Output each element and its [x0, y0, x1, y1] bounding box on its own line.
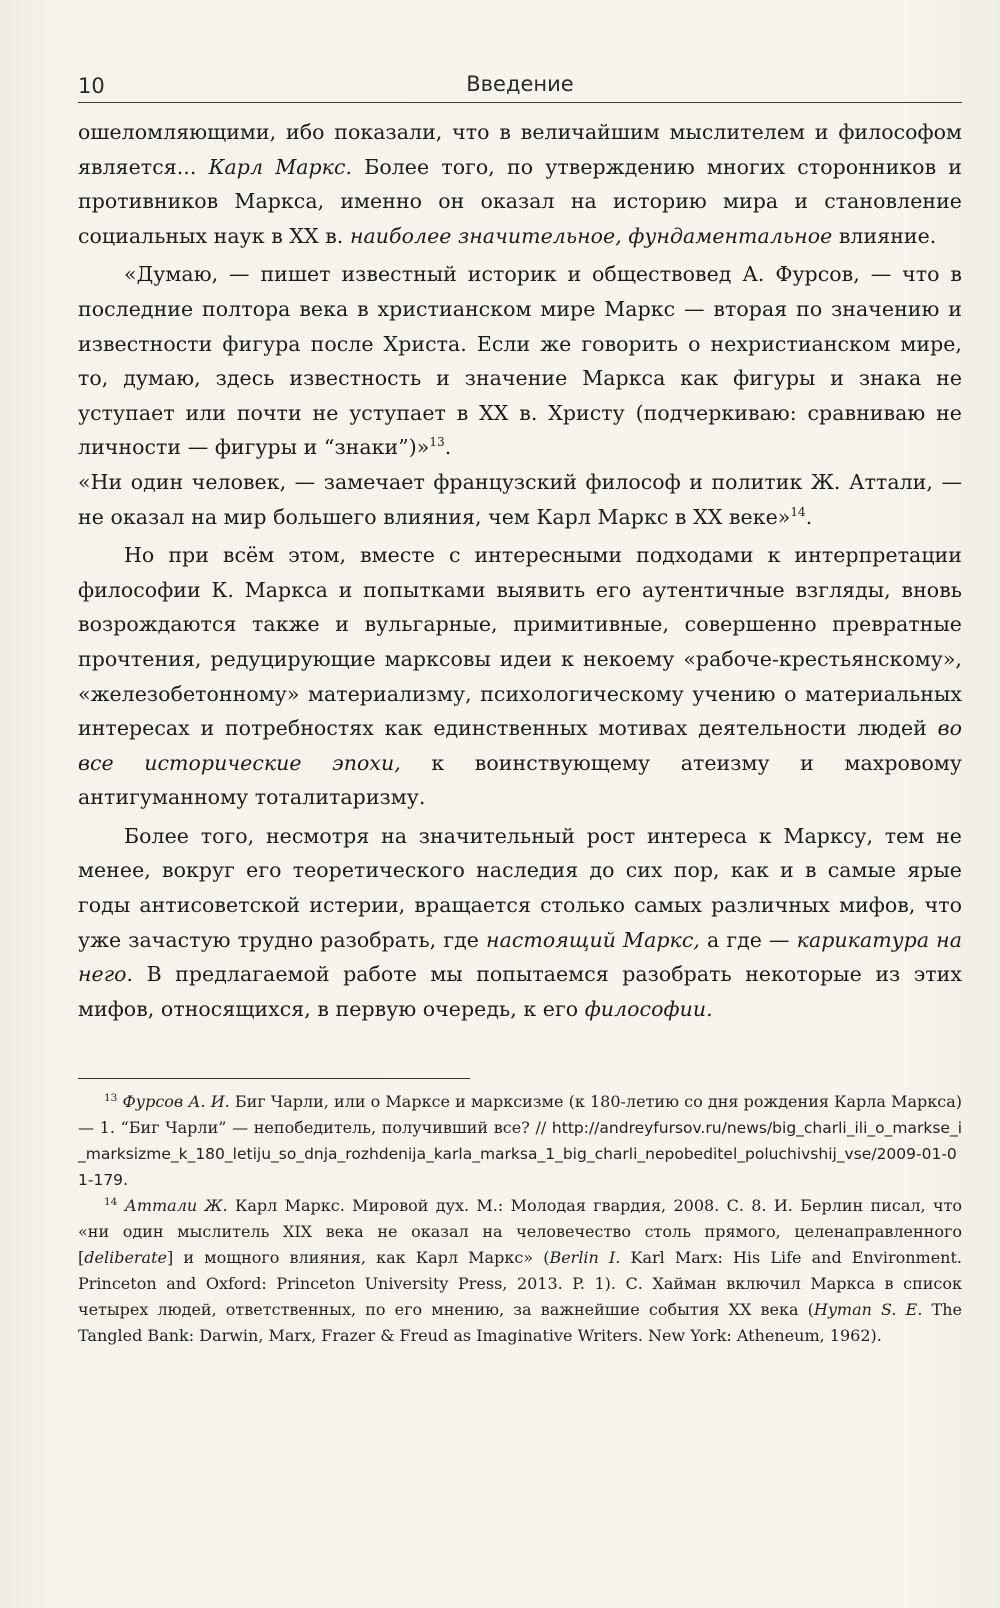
italic-span: во все исторические эпохи,: [78, 716, 962, 775]
main-text: [78, 115, 962, 1026]
text-span: .: [805, 504, 813, 529]
footnote-author: Фурсов А. И.: [122, 1092, 230, 1112]
footnote-text: ] и мощного влияния, как Карл Маркс» (: [167, 1248, 550, 1268]
italic-span: наиболее значительное, фундаментальное: [349, 223, 833, 248]
footnote-14: [78, 1193, 962, 1349]
text-span: «Ни один человек, — замечает французский философ и политик Ж. Аттали, — не оказал на мир большего влияния, чем Карл Маркс в XX веке»: [78, 469, 962, 529]
italic-span: настоящий Маркс,: [486, 927, 700, 952]
text-span: В предлагаемой работе мы попытаемся разобрать некоторые из этих мифов, относящихся, в первую очередь, к его: [78, 962, 962, 1021]
paragraph-3: [78, 465, 962, 534]
footnote-number: 13: [104, 1092, 118, 1105]
footnote-ref-14[interactable]: 14: [790, 504, 806, 519]
text-span: Но при всём этом, вместе с интересными подходами к интерпретации философии К. Маркса и попытками выявить его аутентичные взгляды, вновь возрождаются также и вульгарные, примитивные, совершенно превратные прочтения, редуцирующие марксовы идеи к некоему «рабоче-крестьянскому», «железобетонному» материализму, психологическому учению о материальных интересах и потребностях как единственных мотивах деятельности людей: [78, 543, 962, 741]
footnote-number: 14: [104, 1196, 118, 1209]
text-span: «Думаю, — пишет известный историк и обществовед А. Фурсов, — что в последние полтора века в христианском мире Маркс — вторая по значению и известности фигура после Христа. Если же говорить о нехристианском мире, то, думаю, здесь известность и значение Маркса как фигуры и знака не уступает или почти не уступает в XX в. Христу (подчеркиваю: сравниваю не личности — фигуры и “знаки”)»: [78, 262, 962, 460]
text-span: Более того, по утверждению многих сторонников и противников Маркса, именно он оказал на историю мира и становление социальных наук в XX в.: [78, 154, 963, 248]
text-span: .: [444, 435, 452, 460]
footnote-author: Аттали Ж.: [124, 1196, 228, 1216]
paragraph-5: [78, 819, 962, 1027]
italic-span: философии.: [584, 996, 713, 1021]
footnote-text: Karl Marx: His Life and Environment. Princeton and Oxford: Princeton University Press, 2013. P. 1). С. Хайман включил Маркса в список четырех людей, ответственных, по его мнению, за важнейшие события XX века (: [78, 1248, 962, 1320]
running-title: Введение: [466, 72, 574, 96]
running-head: [78, 66, 962, 103]
italic-span: deliberate: [84, 1248, 167, 1268]
italic-span: Карл Маркс.: [208, 154, 353, 179]
text-span: а где —: [699, 927, 797, 952]
italic-span: Hyman S. E.: [813, 1300, 923, 1320]
text-span: ошеломляющими, ибо показали, что в величайшим мыслителем и философом является...: [78, 120, 962, 179]
footnote-divider: [78, 1078, 470, 1079]
footnote-ref-13[interactable]: 13: [429, 435, 445, 450]
italic-span: Berlin I.: [549, 1248, 621, 1268]
text-span: Более того, несмотря на значительный рост интереса к Марксу, тем не менее, вокруг его теоретического наследия до сих пор, как и в самые ярые годы антисоветской истерии, вращается столько самых различных мифов, что уже зачастую трудно разобрать, где: [78, 823, 962, 952]
page-number: 10: [78, 74, 105, 98]
text-span: к воинствующему атеизму и махровому антигуманному тоталитаризму.: [78, 750, 962, 810]
paragraph-2: [78, 257, 962, 465]
footnote-text: Биг Чарли, или о Марксе и марксизме (к 180-летию со дня рождения Карла Маркса) — 1. “Биг Чарли” — непобедитель, получивший все? //: [78, 1092, 962, 1138]
footnote-text: Карл Маркс. Мировой дух. М.: Молодая гвардия, 2008. С. 8. И. Берлин писал, что «ни один мыслитель XIX века не оказал на человечество столь прямого, целенаправленного [: [78, 1196, 963, 1268]
italic-span: карикатура на него.: [78, 927, 962, 987]
paragraph-1: [78, 115, 962, 253]
footnotes: [78, 1089, 962, 1349]
footnote-13: [78, 1089, 962, 1193]
footnote-text: The Tangled Bank: Darwin, Marx, Frazer & Freud as Imaginative Writers. New York: Atheneum, 1962).: [78, 1300, 962, 1346]
footnote-text: .: [123, 1170, 129, 1190]
paragraph-4: [78, 538, 962, 815]
footnote-url-link[interactable]: http://andreyfursov.ru/news/big_charli_ili_o_markse_i_marksizme_k_180_letiju_so_dnja_rozhdenija_karla_marksa_1_big_charli_nepobeditel_poluchivshij_vse/2009-01-01-179: [78, 1119, 962, 1190]
text-span: влияние.: [832, 223, 937, 248]
